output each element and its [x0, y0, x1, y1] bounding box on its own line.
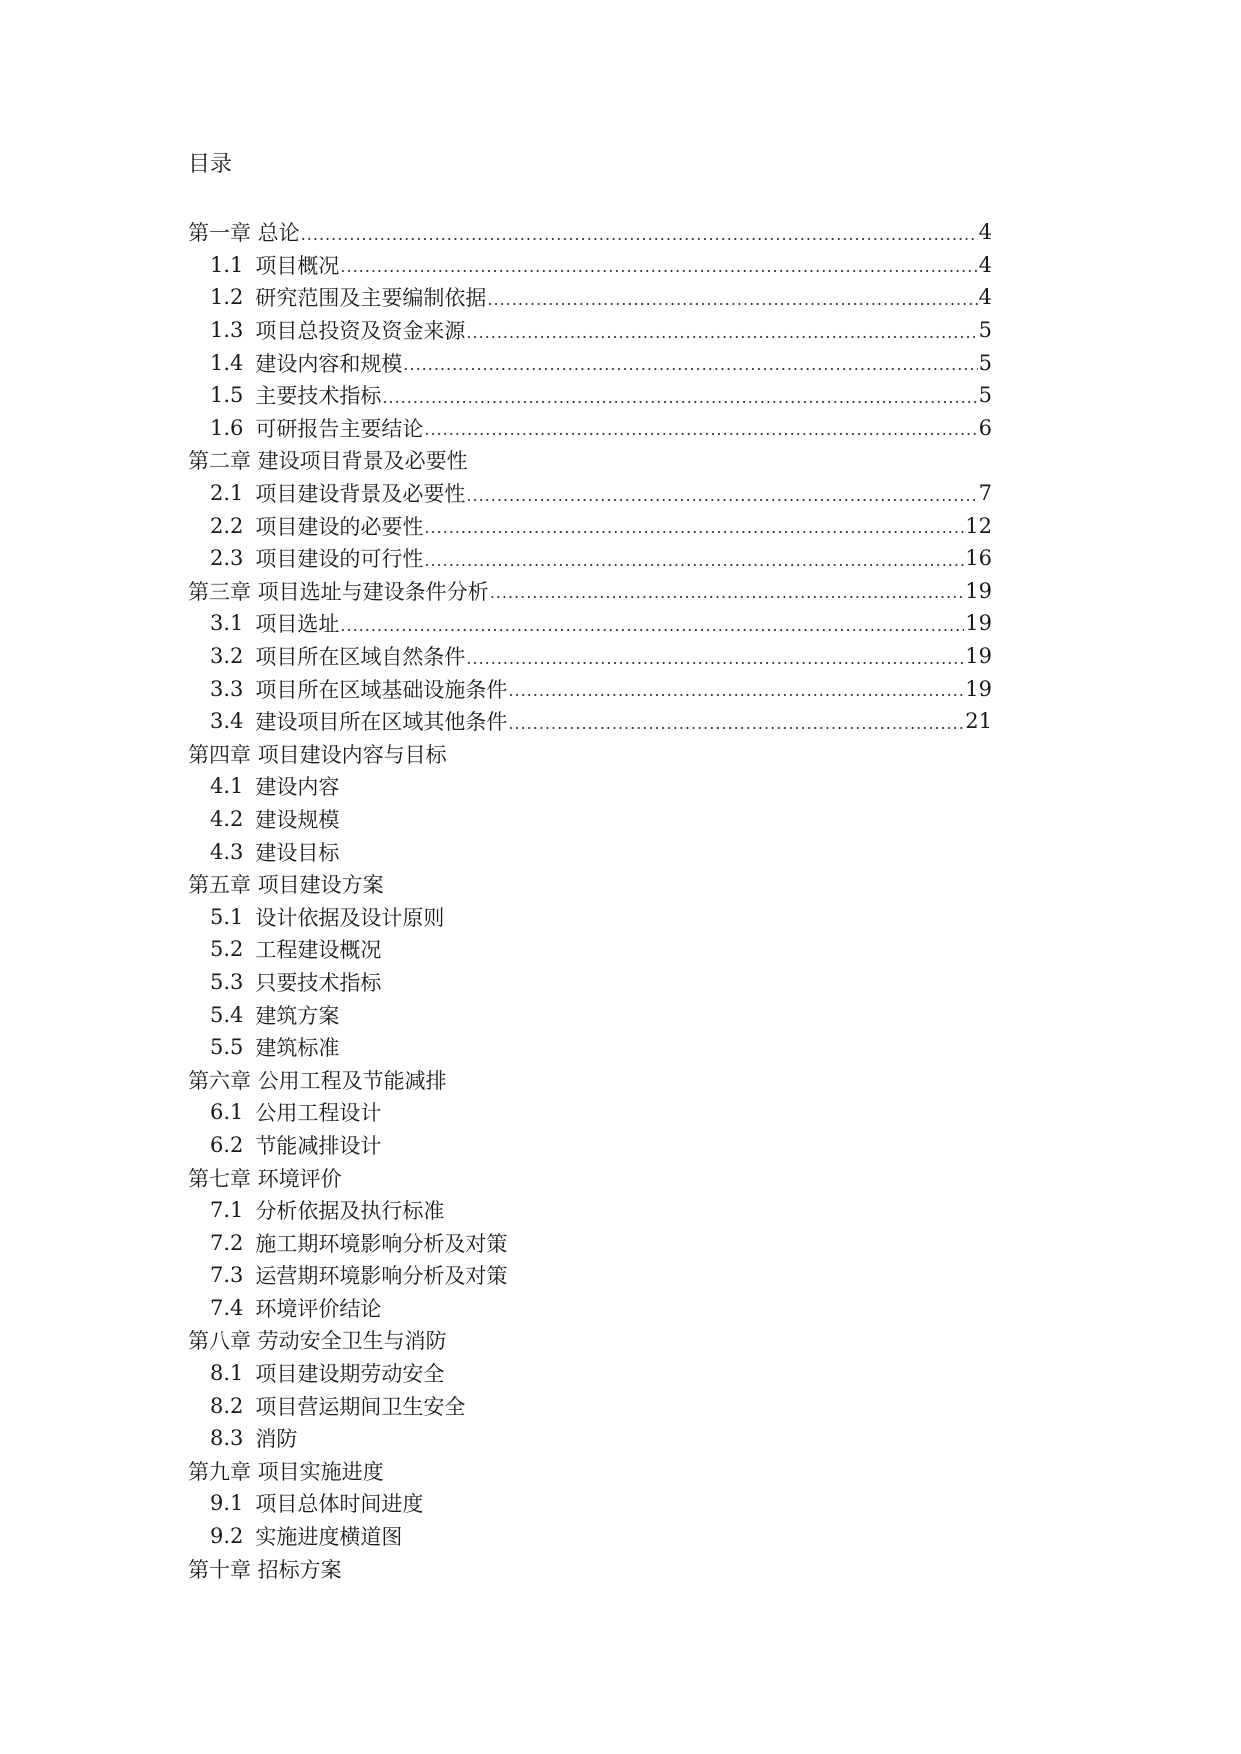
toc-section-entry[interactable]: [188, 281, 992, 314]
table-of-contents: [188, 216, 992, 1585]
toc-entry-number: 3.2: [210, 644, 244, 669]
toc-entry-number: 3.3: [210, 676, 244, 701]
toc-page-number: 12: [965, 513, 992, 538]
toc-entry-title: 环境评价结论: [255, 1296, 382, 1321]
toc-entry-number: 2.3: [210, 546, 244, 571]
toc-section-entry[interactable]: [188, 412, 992, 445]
toc-dot-leader: [490, 583, 965, 602]
toc-entry-title: 只要技术指标: [255, 970, 382, 995]
toc-entry-number: 9.2: [210, 1524, 244, 1549]
toc-entry-number: 1.1: [210, 252, 244, 277]
toc-section-entry[interactable]: [188, 509, 992, 542]
toc-entry-number: 6.1: [210, 1100, 244, 1125]
toc-entry-number: 1.4: [210, 350, 244, 375]
toc-entry-number: 5.4: [210, 1002, 244, 1027]
toc-entry-title: 第五章 项目建设方案: [188, 873, 384, 898]
toc-dot-leader: [340, 616, 964, 635]
toc-section-entry[interactable]: [188, 1194, 992, 1227]
toc-entry-title: 第八章 劳动安全卫生与消防: [188, 1329, 447, 1354]
toc-dot-leader: [403, 355, 977, 374]
toc-entry-number: 7.3: [210, 1263, 244, 1288]
toc-entry-number: 5.2: [210, 937, 244, 962]
toc-entry-number: 1.6: [210, 415, 244, 440]
toc-entry-number: 3.1: [210, 611, 244, 636]
toc-entry-title: 项目总体时间进度: [255, 1492, 424, 1517]
toc-entry-number: 8.3: [210, 1426, 244, 1451]
toc-section-entry[interactable]: [188, 314, 992, 347]
toc-entry-title: 第十章 招标方案: [188, 1557, 342, 1582]
toc-chapter-entry[interactable]: [188, 216, 992, 249]
toc-entry-number: 4.3: [210, 839, 244, 864]
toc-section-entry[interactable]: [188, 1226, 992, 1259]
toc-entry-title: 研究范围及主要编制依据: [255, 286, 487, 311]
toc-entry-title: 项目概况: [255, 253, 340, 278]
toc-section-entry[interactable]: [188, 1259, 992, 1292]
toc-entry-number: 5.3: [210, 969, 244, 994]
toc-entry-number: 1.2: [210, 285, 244, 310]
toc-entry-title: 第一章 总论: [188, 221, 300, 246]
toc-entry-title: 项目营运期间卫生安全: [255, 1394, 466, 1419]
toc-page-number: 19: [965, 611, 992, 636]
toc-entry-number: 6.2: [210, 1132, 244, 1157]
toc-entry-title: 项目建设背景及必要性: [255, 482, 466, 507]
toc-chapter-entry[interactable]: [188, 738, 992, 771]
toc-entry-title: 公用工程设计: [255, 1101, 382, 1126]
toc-page-number: 4: [978, 252, 992, 277]
toc-section-entry[interactable]: [188, 966, 992, 999]
toc-dot-leader: [466, 486, 977, 505]
toc-entry-title: 项目所在区域基础设施条件: [255, 677, 508, 702]
toc-page-number: 4: [978, 220, 992, 245]
toc-section-entry[interactable]: [188, 1357, 992, 1390]
toc-chapter-entry[interactable]: [188, 444, 992, 477]
toc-dot-leader: [424, 518, 964, 537]
toc-entry-number: 1.5: [210, 383, 244, 408]
toc-entry-title: 节能减排设计: [255, 1133, 382, 1158]
toc-chapter-entry[interactable]: [188, 1455, 992, 1488]
toc-dot-leader: [466, 323, 977, 342]
toc-section-entry[interactable]: [188, 705, 992, 738]
toc-entry-number: 7.1: [210, 1198, 244, 1223]
toc-page-number: 7: [978, 481, 992, 506]
toc-section-entry[interactable]: [188, 1292, 992, 1325]
toc-chapter-entry[interactable]: [188, 868, 992, 901]
toc-entry-title: 建设内容: [255, 775, 340, 800]
toc-entry-title: 建设内容和规模: [255, 351, 403, 376]
toc-page-number: 19: [965, 676, 992, 701]
toc-page-number: 5: [978, 383, 992, 408]
toc-dot-leader: [487, 290, 977, 309]
toc-entry-title: 实施进度横道图: [255, 1525, 403, 1550]
toc-chapter-entry[interactable]: [188, 1063, 992, 1096]
toc-page-number: 19: [965, 644, 992, 669]
toc-entry-title: 项目建设的可行性: [255, 547, 424, 572]
toc-entry-title: 建筑方案: [255, 1003, 340, 1028]
toc-chapter-entry[interactable]: [188, 1161, 992, 1194]
toc-section-entry[interactable]: [188, 1129, 992, 1162]
toc-section-entry[interactable]: [188, 1520, 992, 1553]
toc-entry-number: 8.1: [210, 1361, 244, 1386]
toc-entry-title: 第六章 公用工程及节能减排: [188, 1068, 447, 1093]
toc-section-entry[interactable]: [188, 1389, 992, 1422]
toc-page-number: 6: [978, 415, 992, 440]
toc-page-number: 5: [978, 318, 992, 343]
toc-section-entry[interactable]: [188, 770, 992, 803]
toc-section-entry[interactable]: [188, 835, 992, 868]
toc-entry-title: 第四章 项目建设内容与目标: [188, 742, 447, 767]
toc-section-entry[interactable]: [188, 346, 992, 379]
toc-section-entry[interactable]: [188, 607, 992, 640]
toc-chapter-entry[interactable]: [188, 1324, 992, 1357]
toc-section-entry[interactable]: [188, 1422, 992, 1455]
toc-entry-title: 建设目标: [255, 840, 340, 865]
toc-entry-title: 项目总投资及资金来源: [255, 319, 466, 344]
toc-chapter-entry[interactable]: [188, 575, 992, 608]
toc-entry-title: 施工期环境影响分析及对策: [255, 1231, 508, 1256]
toc-entry-number: 2.2: [210, 513, 244, 538]
toc-page-number: 19: [965, 578, 992, 603]
toc-entry-title: 项目所在区域自然条件: [255, 645, 466, 670]
toc-section-entry[interactable]: [188, 477, 992, 510]
toc-chapter-entry[interactable]: [188, 1552, 992, 1585]
toc-entry-title: 第九章 项目实施进度: [188, 1459, 384, 1484]
toc-entry-number: 8.2: [210, 1393, 244, 1418]
toc-entry-number: 7.2: [210, 1230, 244, 1255]
toc-entry-title: 建设项目所在区域其他条件: [255, 710, 508, 735]
toc-entry-title: 建设规模: [255, 807, 340, 832]
toc-page-number: 4: [978, 285, 992, 310]
toc-entry-number: 1.3: [210, 318, 244, 343]
toc-dot-leader: [466, 649, 964, 668]
toc-section-entry[interactable]: [188, 803, 992, 836]
toc-entry-title: 第二章 建设项目背景及必要性: [188, 449, 468, 474]
toc-entry-number: 7.4: [210, 1295, 244, 1320]
toc-page-number: 21: [965, 709, 992, 734]
toc-entry-title: 主要技术指标: [255, 384, 382, 409]
toc-entry-title: 第七章 环境评价: [188, 1166, 342, 1191]
toc-entry-title: 项目建设的必要性: [255, 514, 424, 539]
toc-entry-number: 4.1: [210, 774, 244, 799]
toc-dot-leader: [301, 225, 978, 244]
toc-entry-title: 工程建设概况: [255, 938, 382, 963]
toc-dot-leader: [424, 420, 977, 439]
toc-section-entry[interactable]: [188, 1031, 992, 1064]
toc-entry-title: 设计依据及设计原则: [255, 905, 445, 930]
toc-entry-title: 建筑标准: [255, 1036, 340, 1061]
toc-section-entry[interactable]: [188, 249, 992, 282]
toc-dot-leader: [340, 257, 977, 276]
toc-dot-leader: [508, 714, 964, 733]
toc-entry-number: 5.5: [210, 1035, 244, 1060]
toc-section-entry[interactable]: [188, 542, 992, 575]
toc-entry-number: 4.2: [210, 806, 244, 831]
toc-section-entry[interactable]: [188, 998, 992, 1031]
toc-entry-number: 3.4: [210, 709, 244, 734]
toc-entry-title: 分析依据及执行标准: [255, 1199, 445, 1224]
toc-entry-title: 项目建设期劳动安全: [255, 1362, 445, 1387]
toc-entry-number: 2.1: [210, 481, 244, 506]
toc-entry-title: 项目选址: [255, 612, 340, 637]
page-title: 目录: [188, 152, 233, 177]
toc-section-entry[interactable]: [188, 1487, 992, 1520]
toc-section-entry[interactable]: [188, 900, 992, 933]
toc-section-entry[interactable]: [188, 1096, 992, 1129]
toc-entry-title: 可研报告主要结论: [255, 416, 424, 441]
toc-entry-number: 5.1: [210, 904, 244, 929]
toc-entry-title: 第三章 项目选址与建设条件分析: [188, 579, 489, 604]
toc-entry-title: 运营期环境影响分析及对策: [255, 1264, 508, 1289]
toc-dot-leader: [382, 388, 977, 407]
toc-entry-number: 9.1: [210, 1491, 244, 1516]
toc-entry-title: 消防: [255, 1427, 298, 1452]
toc-section-entry[interactable]: [188, 933, 992, 966]
toc-page-number: 5: [978, 350, 992, 375]
toc-dot-leader: [424, 551, 964, 570]
toc-page-number: 16: [965, 546, 992, 571]
toc-section-entry[interactable]: [188, 672, 992, 705]
toc-section-entry[interactable]: [188, 379, 992, 412]
toc-section-entry[interactable]: [188, 640, 992, 673]
toc-dot-leader: [508, 681, 964, 700]
